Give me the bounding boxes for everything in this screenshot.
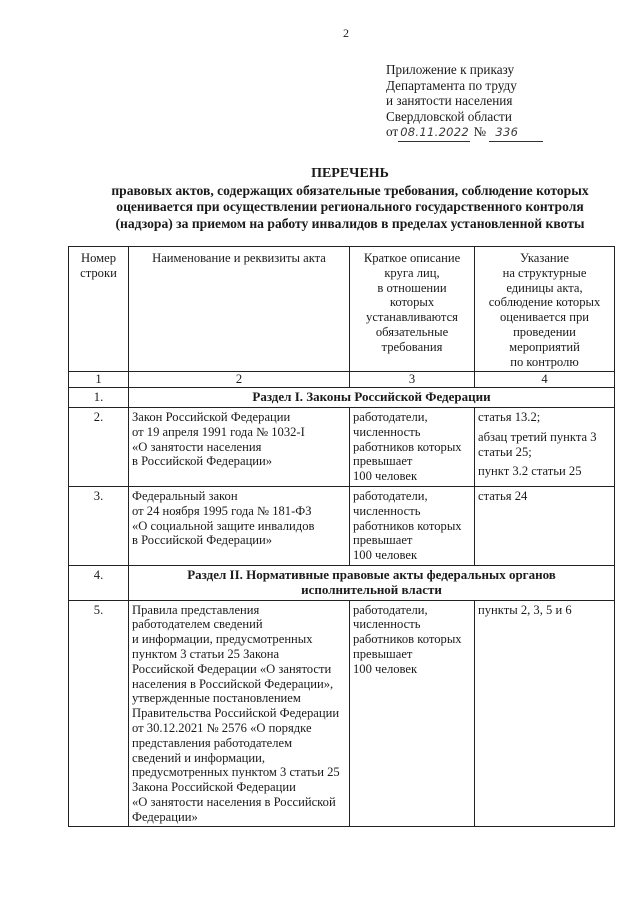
table-row [69, 486, 615, 565]
units-cell: статья 13.2; абзац третий пункта 3 статьи 25; пункт 3.2 статьи 25 [475, 407, 615, 486]
row-number: 4. [69, 565, 129, 600]
title-line: оценивается при осуществлении регионального государственного контроля [116, 199, 584, 215]
persons-cell: работодатели, численность работников которых превышает 100 человек [350, 407, 475, 486]
table-row [69, 565, 615, 600]
units-cell: статья 24 [475, 486, 615, 565]
header-units: Указание на структурные единицы акта, соблюдение которых оценивается при проведении мероприятий по контролю [475, 247, 615, 372]
persons-cell: работодатели, численность работников которых превышает 100 человек [350, 486, 475, 565]
table-header-row [69, 247, 615, 372]
acts-table [68, 246, 615, 827]
column-number-row [69, 372, 615, 388]
persons-cell: работодатели, численность работников которых превышает 100 человек [350, 600, 475, 827]
units-cell: пункты 2, 3, 5 и 6 [475, 600, 615, 827]
header-act: Наименование и реквизиты акта [129, 247, 350, 372]
handwritten-date: 08.11.2022 [398, 125, 470, 142]
col-number: 2 [129, 372, 350, 388]
act-cell: Закон Российской Федерации от 19 апреля 1991 года № 1032-I «О занятости населения в Российской Федерации» [129, 407, 350, 486]
page-number: 2 [343, 26, 349, 40]
col-number: 3 [350, 372, 475, 388]
act-cell: Правила представления работодателем сведений и информации, предусмотренных пунктом 3 статьи 25 Закона Российской Федерации «О занятости населения в Российской Федерации», утвержденные постановлением Правительства Российской Федерации от 30.12.2021 № 2576 «О порядке представления работодателем сведений и информации, предусмотренных пунктом 3 статьи 25 Закона Российской Федерации «О занятости населения в Российской Федерации» [129, 600, 350, 827]
row-number: 1. [69, 388, 129, 408]
appendix-line: и занятости населения [386, 93, 513, 108]
col-number: 4 [475, 372, 615, 388]
row-number: 2. [69, 407, 129, 486]
title-line: правовых актов, содержащих обязательные требования, соблюдение которых [111, 183, 589, 199]
appendix-block [386, 62, 586, 142]
handwritten-number: 336 [489, 125, 543, 142]
header-persons: Краткое описание круга лиц, в отношении которых устанавливаются обязательные требования [350, 247, 475, 372]
title-line: (надзора) за приемом на работу инвалидов в пределах установленной квоты [115, 215, 585, 231]
appendix-date-line [386, 124, 586, 142]
appendix-line: Департамента по труду [386, 77, 517, 93]
title-heading: ПЕРЕЧЕНЬ [311, 166, 389, 181]
act-cell: Федеральный закон от 24 ноября 1995 года № 181-ФЗ «О социальной защите инвалидов в Российской Федерации» [129, 486, 350, 565]
appendix-line: Приложение к приказу [386, 62, 515, 77]
document-title [60, 166, 640, 232]
number-label: № [473, 124, 487, 139]
col-number: 1 [69, 372, 129, 388]
from-label: от [386, 124, 399, 139]
table-row [69, 407, 615, 486]
row-number: 3. [69, 486, 129, 565]
header-number: Номер строки [69, 247, 129, 372]
table-row [69, 388, 615, 408]
table-row [69, 600, 615, 827]
section-heading: Раздел II. Нормативные правовые акты федеральных органов исполнительной власти [129, 565, 615, 600]
appendix-line: Свердловской области [386, 108, 512, 124]
row-number: 5. [69, 600, 129, 827]
section-heading: Раздел I. Законы Российской Федерации [129, 388, 615, 408]
